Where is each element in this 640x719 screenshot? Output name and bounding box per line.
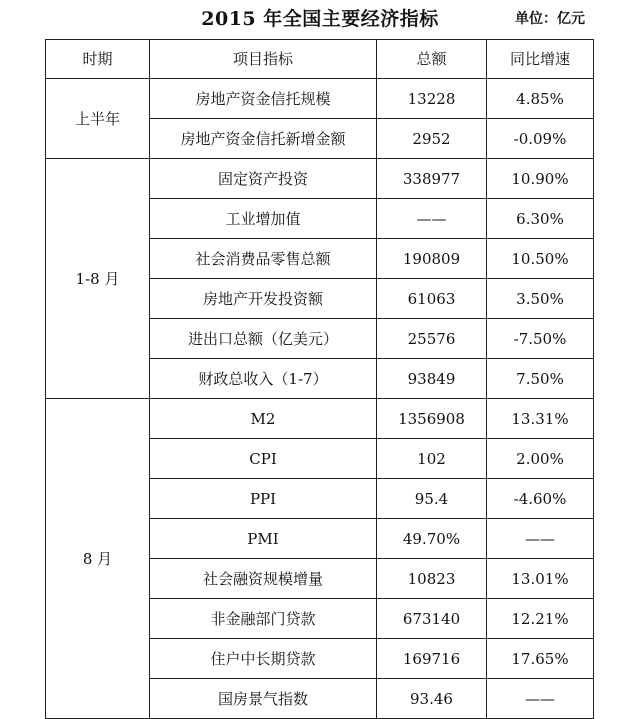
growth-cell: -4.60% — [487, 479, 594, 519]
growth-cell: 12.21% — [487, 599, 594, 639]
growth-cell: 13.01% — [487, 559, 594, 599]
total-cell: 61063 — [377, 279, 487, 319]
item-cell: M2 — [150, 399, 377, 439]
period-cell: 8 月 — [46, 399, 150, 719]
item-cell: 房地产资金信托规模 — [150, 79, 377, 119]
growth-cell: —— — [487, 519, 594, 559]
item-cell: 进出口总额（亿美元） — [150, 319, 377, 359]
total-cell: 338977 — [377, 159, 487, 199]
total-cell: 673140 — [377, 599, 487, 639]
item-cell: 非金融部门贷款 — [150, 599, 377, 639]
total-cell: 95.4 — [377, 479, 487, 519]
indicator-table — [45, 39, 594, 719]
item-cell: 财政总收入（1-7） — [150, 359, 377, 399]
item-cell: PPI — [150, 479, 377, 519]
total-cell: 1356908 — [377, 399, 487, 439]
growth-cell: 4.85% — [487, 79, 594, 119]
page-title: 2015 年全国主要经济指标 — [201, 8, 439, 30]
item-cell: 住户中长期贷款 — [150, 639, 377, 679]
item-cell: 社会融资规模增量 — [150, 559, 377, 599]
table-row — [46, 399, 594, 439]
total-cell: 25576 — [377, 319, 487, 359]
period-cell: 上半年 — [46, 79, 150, 159]
growth-cell: -0.09% — [487, 119, 594, 159]
total-cell: 190809 — [377, 239, 487, 279]
total-cell: 169716 — [377, 639, 487, 679]
header-total: 总额 — [377, 40, 487, 79]
growth-cell: 2.00% — [487, 439, 594, 479]
item-cell: 房地产资金信托新增金额 — [150, 119, 377, 159]
item-cell: 工业增加值 — [150, 199, 377, 239]
total-cell: 102 — [377, 439, 487, 479]
item-cell: 国房景气指数 — [150, 679, 377, 719]
growth-cell: 13.31% — [487, 399, 594, 439]
growth-cell: 17.65% — [487, 639, 594, 679]
header-row — [46, 40, 594, 79]
growth-cell: —— — [487, 679, 594, 719]
growth-cell: 10.90% — [487, 159, 594, 199]
growth-cell: 3.50% — [487, 279, 594, 319]
total-cell: 10823 — [377, 559, 487, 599]
period-cell: 1-8 月 — [46, 159, 150, 399]
total-cell: 93849 — [377, 359, 487, 399]
growth-cell: 6.30% — [487, 199, 594, 239]
total-cell: 13228 — [377, 79, 487, 119]
growth-cell: -7.50% — [487, 319, 594, 359]
unit-label: 单位：亿元 — [515, 11, 585, 27]
item-cell: PMI — [150, 519, 377, 559]
total-cell: 2952 — [377, 119, 487, 159]
header-item: 项目指标 — [150, 40, 377, 79]
item-cell: 房地产开发投资额 — [150, 279, 377, 319]
total-cell: —— — [377, 199, 487, 239]
item-cell: 社会消费品零售总额 — [150, 239, 377, 279]
growth-cell: 7.50% — [487, 359, 594, 399]
header-growth: 同比增速 — [487, 40, 594, 79]
total-cell: 49.70% — [377, 519, 487, 559]
table-row — [46, 79, 594, 119]
header-period: 时期 — [46, 40, 150, 79]
total-cell: 93.46 — [377, 679, 487, 719]
table-row — [46, 159, 594, 199]
growth-cell: 10.50% — [487, 239, 594, 279]
item-cell: 固定资产投资 — [150, 159, 377, 199]
item-cell: CPI — [150, 439, 377, 479]
